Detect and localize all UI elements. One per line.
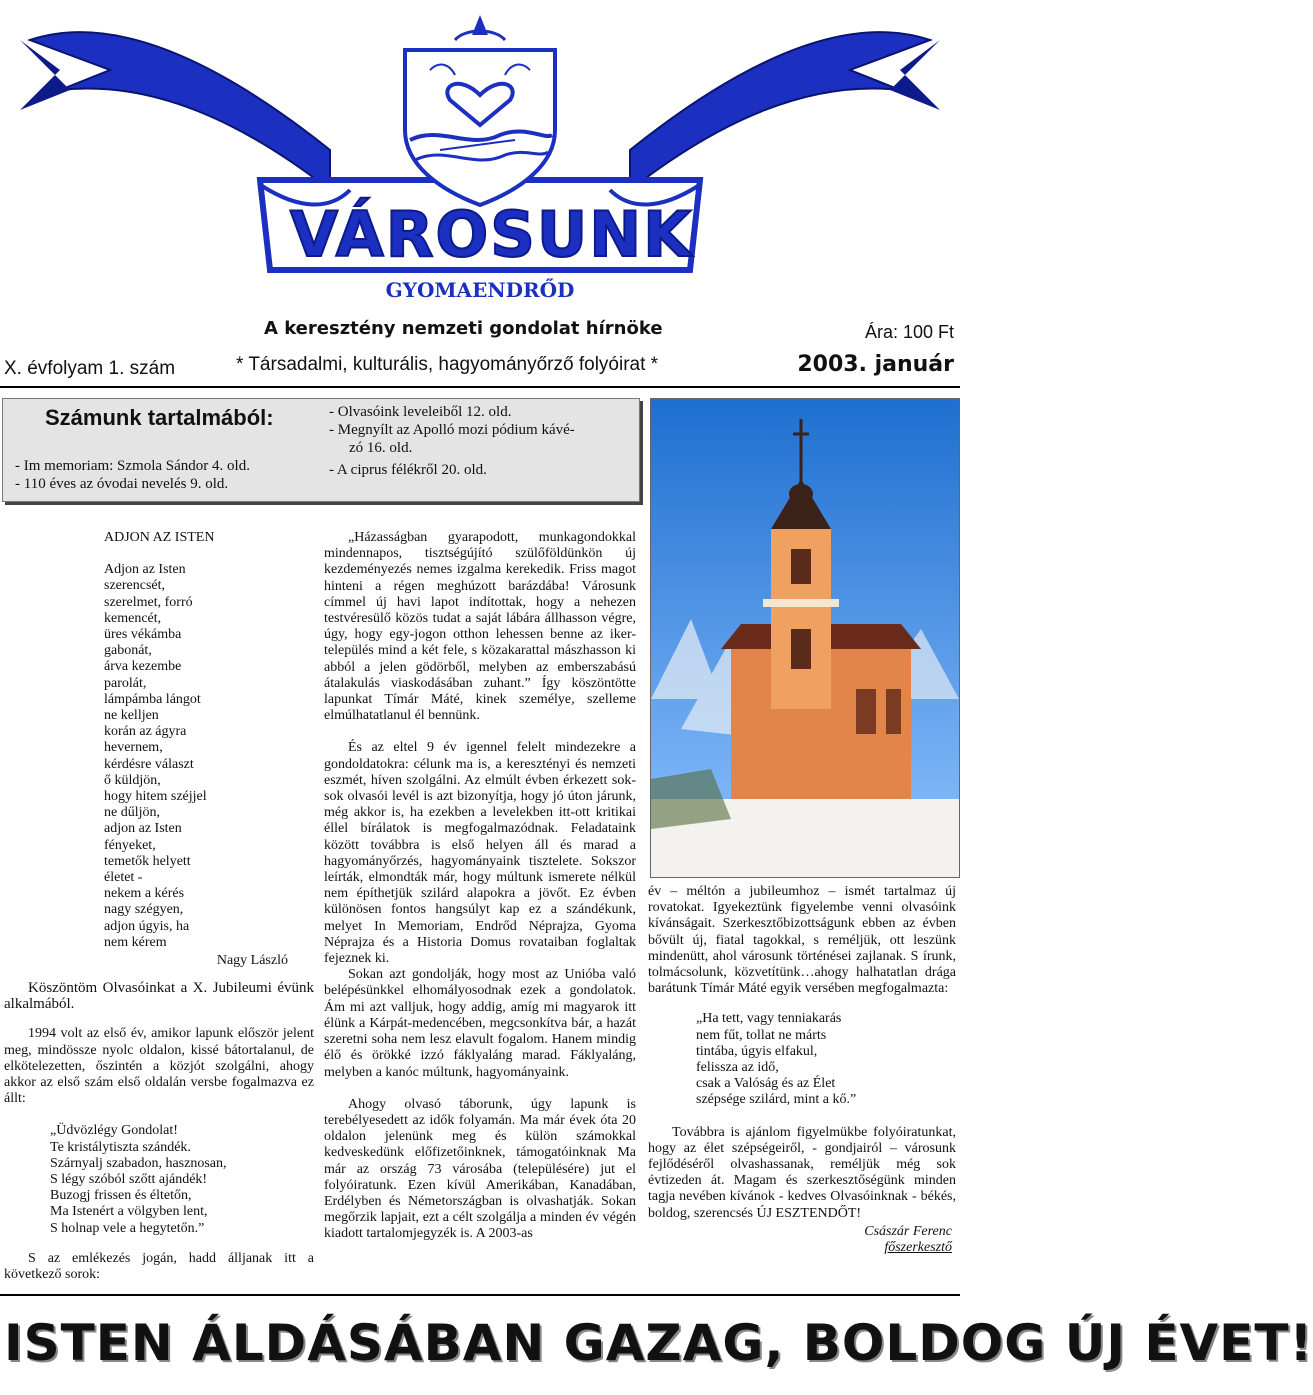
right-article (648, 884, 956, 1256)
contents-box (2, 398, 640, 502)
contents-item: - Megnyílt az Apolló mozi pódium kávé- (329, 422, 575, 438)
signature-name: Császár Ferenc (864, 1223, 952, 1239)
town-name: GYOMAENDRŐD (385, 278, 575, 302)
contents-item: - Olvasóink leveleiből 12. old. (329, 404, 512, 420)
verse-line: ő küldjön, (104, 772, 161, 788)
verse-line: „Ha tett, vagy tenniakarás (696, 1011, 842, 1027)
verse-line: szerelmet, forró (104, 594, 193, 610)
issue-number: X. évfolyam 1. szám (4, 358, 176, 379)
verse-line: kérdésre választ (104, 756, 194, 772)
verse-line: temetők helyett (104, 853, 191, 869)
footer-divider (0, 1294, 960, 1296)
middle-article (324, 530, 636, 1243)
verse-quote (50, 1123, 314, 1236)
verse-line: hogy hitem széjjel (104, 789, 207, 805)
verse-line: lámpámba lángot (104, 691, 201, 707)
paragraph: Ahogy olvasó táborunk, úgy lapunk is terebélyesedett az idők folyamán. Ma már évek óta 20 oldalon jelenünk meg és külön számokkal kedveskedünk előfizetőinknek, támogatóinknak Ma már az ország 73 városába (településére) jut el folyóiratunk. Ezen kívül Amerikában, Kanadában, Erdélyben és Németországban is olvashatják. Sokan megőrzik lapjait, ezt a célt szolgálja a minden év végén kiadott tartalomjegyzék is. A 2003-as (324, 1096, 636, 1242)
poem-title: ADJON AZ ISTEN (104, 530, 215, 545)
verse-line: S légy szóból szőtt ajándék! (50, 1172, 208, 1188)
verse-line: fényeket, (104, 837, 156, 853)
poem-lines (104, 562, 304, 951)
paragraph: 1994 volt az első év, amikor lapunk először jelent meg, mindössze nyolc oldalon, kissé bátortalanul, de elkötelezetten, őszintén a közjót szolgálni, ahogy akkor az első szám első oldalán versbe fogalmazva ez állt: (4, 1026, 314, 1107)
price: Ára: 100 Ft (864, 322, 954, 342)
verse-line: nem fűt, tollat ne márts (696, 1027, 827, 1043)
contents-title: Számunk tartalmából: (45, 405, 274, 430)
issue-date: 2003. január (797, 352, 954, 377)
verse-line: ne kelljen (104, 708, 159, 724)
contents-item: - 110 éves az óvodai nevelés 9. old. (15, 476, 229, 492)
verse-line: életet - (104, 870, 143, 886)
paragraph: És az eltel 9 év igennel felelt mindezekre a gondoldatokra: célunk ma is, a keresztényi és nemzeti eszmét, híven szolgálni. Az elmúlt évben érkezett sok-sok olvasói levél is azt bizonyítja, hogy jó úton járunk, még akkor is, ha ezekben a levelekben itt-ott kritikai éllel bírálatok is megfogalmazódnak. Feladataink között továbbra is első helyen áll és marad a hagyományőrzés, hagyományaink tisztelete. Sokszor leírták, elmondták már, hogy múltunk ismerete nélkül nem építhetjük szilárd alapokra a jövőt. Ez évben különösen fontos hangsúlyt kap ez a szándékunk, melyet In Memoriam, Endrőd Néprajza, Gyoma Néprajza és a Historia Domus rovataiban foglaltak fejeznek ki. (324, 740, 636, 967)
paragraph: év – méltón a jubileumhoz – ismét tartalmaz új rovatokat. Igyekeztünk figyelembe venni olvasóink kívánságait. Szerkesztőbizottságunk ebben az évben bővült új, fiatal tagokkal, s reméljük, ott leszünk mindenütt, ahol városunk történései zajlanak. S írunk, tolmácsolunk, közvetítünk…ahogy halhatatlan drága barátunk Tímár Máté egyik versében megfogalmazta: (648, 884, 956, 997)
paragraph: „Házasságban gyarapodott, munkagondokkal mindennapos, tisztségújító szülőföldünkön új kezdeményezés nemes izgalma kerekedik. Friss magot hinteni a régen meghúzott barázdába! Városunk címmel új havi lapot indítottak, hogy a nehezen testvéresülő közös tudat a saját lábára állhasson végre, úgy, hogy egy-jogon otthon lehessen benne az iker-település mind a két fele, s közakarattal mászhasson ki abból a jelen gödörből, melyben az emberszabású átalakulás viaskodásában zuhant.” Így köszöntötte lapunkat Tímár Máté, kinek személye, szelleme elmúlhatatlanul él bennünk. (324, 530, 636, 724)
verse-line: árva kezembe (104, 659, 182, 675)
verse-line: szépsége szilárd, mint a kő.” (696, 1092, 857, 1108)
verse-quote (696, 1011, 956, 1108)
signature-title: főszerkesztő (884, 1240, 952, 1256)
verse-line: üres vékámba (104, 627, 182, 643)
newspaper-title: VÁROSUNK (290, 198, 694, 271)
verse-line: S holnap vele a hegytetőn.” (50, 1220, 205, 1236)
verse-line: csak a Valóság és az Élet (696, 1076, 836, 1092)
verse-line: Szárnyalj szabadon, hasznosan, (50, 1155, 227, 1171)
church-image (651, 399, 959, 877)
greeting-text: Köszöntöm Olvasóinkat a X. Jubileumi évünk alkalmából. (4, 980, 314, 1013)
verse-line: adjon az Isten (104, 821, 182, 837)
verse-line: nem kérem (104, 934, 167, 950)
masthead (0, 0, 960, 320)
verse-line: parolát, (104, 675, 147, 691)
verse-line: hevernem, (104, 740, 163, 756)
verse-line: kemencét, (104, 610, 162, 626)
left-article (4, 980, 314, 1283)
paragraph: S az emlékezés jogán, hadd álljanak itt a következő sorok: (4, 1250, 314, 1283)
verse-line: adjon úgyis, ha (104, 918, 190, 934)
verse-line: „Üdvözlégy Gondolat! (50, 1123, 178, 1139)
verse-line: Adjon az Isten (104, 562, 186, 578)
verse-line: nagy szégyen, (104, 902, 184, 918)
verse-line: Buzogj frissen és éltetőn, (50, 1188, 192, 1204)
tagline: A keresztény nemzeti gondolat hírnöke (264, 318, 663, 339)
verse-line: Ma Istenért a völgyben lent, (50, 1204, 208, 1220)
verse-line: korán az ágyra (104, 724, 187, 740)
poem-author: Nagy László (216, 953, 288, 969)
verse-line: gabonát, (104, 643, 152, 659)
contents-item: - Im memoriam: Szmola Sándor 4. old. (15, 458, 250, 474)
verse-line: nekem a kérés (104, 886, 185, 902)
paragraph: Sokan azt gondolják, hogy most az Unióba való belépésünkkel elhomályosodnak ezek a gondolatok. Ám mi azt valljuk, hogy addig, amíg mi magyarok itt élünk a Kárpát-medencében, megcsonkítva bár, a hazát szeretni soha nem lesz elavult fogalom. Hanem mindig élő és örökké izzó fáklyaláng marad. Fáklyaláng, melyben a kanóc múltunk, hagyományaink. (324, 967, 636, 1080)
poem-block (104, 530, 304, 969)
verse-line: felissza az idő, (696, 1060, 779, 1076)
header-divider (0, 386, 960, 388)
periodical-description: * Társadalmi, kulturális, hagyományőrző folyóirat * (236, 354, 659, 375)
contents-item: - A ciprus félékről 20. old. (329, 462, 487, 478)
verse-line: ne dűljön, (104, 805, 160, 821)
contents-item: zó 16. old. (349, 440, 413, 456)
church-photo (650, 398, 960, 878)
new-year-greeting: ISTEN ÁLDÁSÁBAN GAZAG, BOLDOG ÚJ ÉVET! (4, 1314, 1313, 1372)
paragraph: Továbbra is ajánlom figyelmükbe folyóiratunkat, hogy az élet szépségeiről, - gondjairól – városunk fejlődéséről olvashassanak, reméljük még sok évtizeden át. Magam és szerkesztőségünk minden tagja nevében kívánok - kedves Olvasóinknak - békés, boldog, szerencsés ÚJ ESZTENDŐT! (648, 1124, 956, 1221)
verse-line: tintába, úgyis elfakul, (696, 1043, 818, 1059)
verse-line: Te kristálytiszta szándék. (50, 1139, 191, 1155)
verse-line: szerencsét, (104, 578, 166, 594)
coat-of-arms-banner-icon (0, 0, 960, 320)
